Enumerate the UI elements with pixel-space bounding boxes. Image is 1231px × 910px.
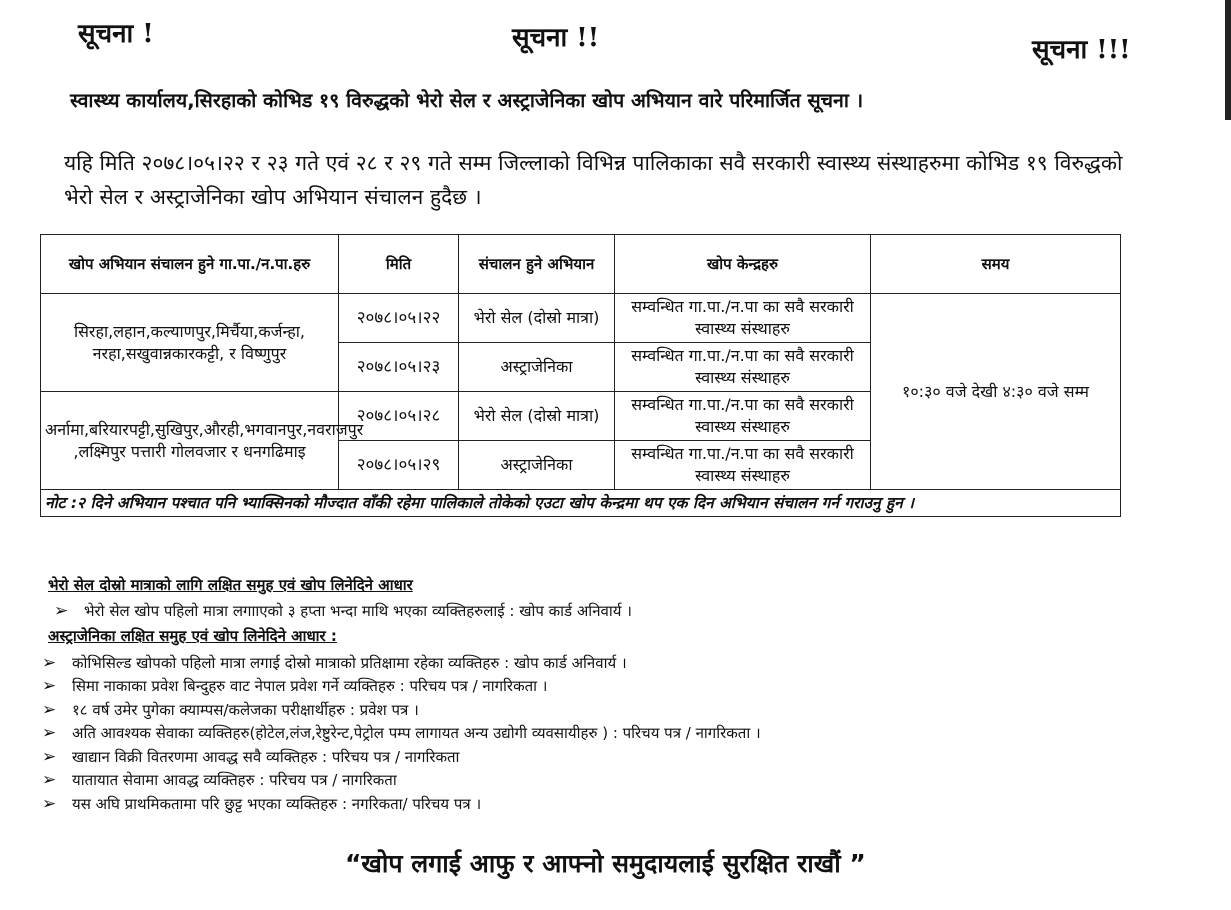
list-item-text: भेरो सेल खोप पहिलो मात्रा लगााएको ३ हप्ता भन्दा माथि भएका व्यक्तिहरुलाई : खोप कार्ड अनिवार्य ।: [84, 601, 632, 620]
list-item-text: अति आवश्यक सेवाका व्यक्तिहरु(होटेल,लंज,रेष्टुरेन्ट,पेट्रोल पम्प लागायत अन्य उद्योगी व्यवसायीहरु ) : परिचय पत्र / नागरिकता ।: [72, 724, 761, 743]
row-date: २०७८।०५।२८: [339, 392, 459, 441]
row-date: २०७८।०५।२९: [339, 441, 459, 490]
row-center: सम्वन्धित गा.पा./न.पा का सवै सरकारी स्वास्थ्य संस्थाहरु: [615, 392, 871, 441]
list-item: [54, 599, 632, 623]
arrow-bullet-icon: ➢: [42, 699, 57, 720]
note-row: [41, 490, 1121, 517]
slogan: “खोप लगाई आफु र आफ्नो समुदायलाई सुरक्षित राखौं ”: [345, 849, 866, 878]
list-item: [42, 792, 761, 816]
time-cell: १०:३० वजे देखी ४:३० वजे सम्म: [871, 294, 1121, 490]
list-item-text: खाद्यान विक्री वितरणमा आवद्ध सवै व्यक्तिहरु : परिचय पत्र / नागरिकता: [72, 747, 460, 766]
intro-paragraph: यहि मिति २०७८।०५।२२ र २३ गते एवं २८ र २९ गते सम्म जिल्लाको विभिन्न पालिकाका सवै सरकारी स्वास्थ्य संस्थाहरुमा कोभिड १९ विरुद्धको भेरो सेल र अस्ट्राजेनिका खोप अभियान संचालन हुदैछ ।: [64, 151, 1123, 209]
row-campaign: अस्ट्राजेनिका: [459, 441, 615, 490]
astra-section-heading: अस्ट्राजेनिका लक्षित समुह एवं खोप लिनेदिने आधार :: [48, 627, 337, 645]
schedule-table: [40, 234, 1121, 517]
row-date: २०७८।०५।२३: [339, 343, 459, 392]
row-center: सम्वन्धित गा.पा./न.पा का सवै सरकारी स्वास्थ्य संस्थाहरु: [615, 441, 871, 490]
header-campaign: संचालन हुने अभियान: [459, 235, 615, 294]
astra-list: [42, 651, 761, 816]
header-centers: खोप केन्द्रहरु: [615, 235, 871, 294]
list-item: [42, 698, 761, 722]
list-item: [42, 769, 761, 793]
table-header-row: [41, 235, 1121, 294]
arrow-bullet-icon: ➢: [54, 600, 69, 621]
row-campaign: भेरो सेल (दोस्रो मात्रा): [459, 392, 615, 441]
row-date: २०७८।०५।२२: [339, 294, 459, 343]
list-item-text: १८ वर्ष उमेर पुगेका क्याम्पस/कलेजका परीक्षार्थीहरु : प्रवेश पत्र ।: [72, 700, 419, 719]
list-item-text: यस अघि प्राथमिकतामा परि छुट्ट भएका व्यक्तिहरु : नगरिकता/ परिचय पत्र ।: [72, 794, 482, 813]
notice-title: स्वास्थ्य कार्यालय,सिरहाको कोभिड १९ विरुद्धको भेरो सेल र अस्ट्राजेनिका खोप अभियान वारे परिमार्जित सूचना ।: [70, 89, 864, 112]
row-center: सम्वन्धित गा.पा./न.पा का सवै सरकारी स्वास्थ्य संस्थाहरु: [615, 343, 871, 392]
row-campaign: भेरो सेल (दोस्रो मात्रा): [459, 294, 615, 343]
list-item-text: सिमा नाकाका प्रवेश बिन्दुहरु वाट नेपाल प्रवेश गर्ने व्यक्तिहरु : परिचय पत्र / नागरिकता ।: [72, 677, 548, 696]
header-time: समय: [871, 235, 1121, 294]
notice-heading-right: सूचना !!!: [1032, 35, 1131, 65]
notice-heading-center: सूचना !!: [512, 23, 600, 53]
list-item: [42, 722, 761, 746]
list-item-text: कोभिसिल्ड खोपको पहिलो मात्रा लगाई दोस्रो मात्राको प्रतिक्षामा रहेका व्यक्तिहरु : खोप कार्ड अनिवार्य ।: [72, 653, 627, 672]
arrow-bullet-icon: ➢: [42, 770, 57, 791]
table-row: [41, 294, 1121, 343]
row-center: सम्वन्धित गा.पा./न.पा का सवै सरकारी स्वास्थ्य संस्थाहरु: [615, 294, 871, 343]
notice-heading-left: सूचना !: [78, 19, 154, 49]
header-municipalities: खोप अभियान संचालन हुने गा.पा./न.पा.हरु: [41, 235, 339, 294]
group-municipalities: अर्नामा,बरियारपट्टी,सुखिपुर,औरही,भगवानपुर,नवराजपुर ,लक्ष्मिपुर पत्तारी गोलवजार र धनगढिमाइ: [41, 392, 339, 490]
header-date: मिति: [339, 235, 459, 294]
page-edge: [1225, 0, 1231, 120]
verocell-list: [54, 599, 632, 623]
row-campaign: अस्ट्राजेनिका: [459, 343, 615, 392]
group-municipalities: सिरहा,लहान,कल्याणपुर,मिर्चैया,कर्जन्हा, नरहा,सखुवान्नकारकट्टी, र विष्णुपुर: [41, 294, 339, 392]
table-note: नोट :२ दिने अभियान पश्चात पनि भ्याक्सिनको मौज्दात वाँकी रहेमा पालिकाले तोकेको एउटा खोप केन्द्रमा थप एक दिन अभियान संचालन गर्न गराउनु हुन ।: [41, 490, 1121, 517]
list-item: [42, 651, 761, 675]
arrow-bullet-icon: ➢: [42, 723, 57, 744]
list-item: [42, 745, 761, 769]
arrow-bullet-icon: ➢: [42, 793, 57, 814]
list-item: [42, 675, 761, 699]
arrow-bullet-icon: ➢: [42, 746, 57, 767]
verocell-section-heading: भेरो सेल दोस्रो मात्राको लागि लक्षित समुह एवं खोप लिनेदिने आधार: [48, 576, 413, 594]
arrow-bullet-icon: ➢: [42, 652, 57, 673]
arrow-bullet-icon: ➢: [42, 676, 57, 697]
list-item-text: यातायात सेवामा आवद्ध व्यक्तिहरु : परिचय पत्र / नागरिकता: [72, 771, 397, 790]
